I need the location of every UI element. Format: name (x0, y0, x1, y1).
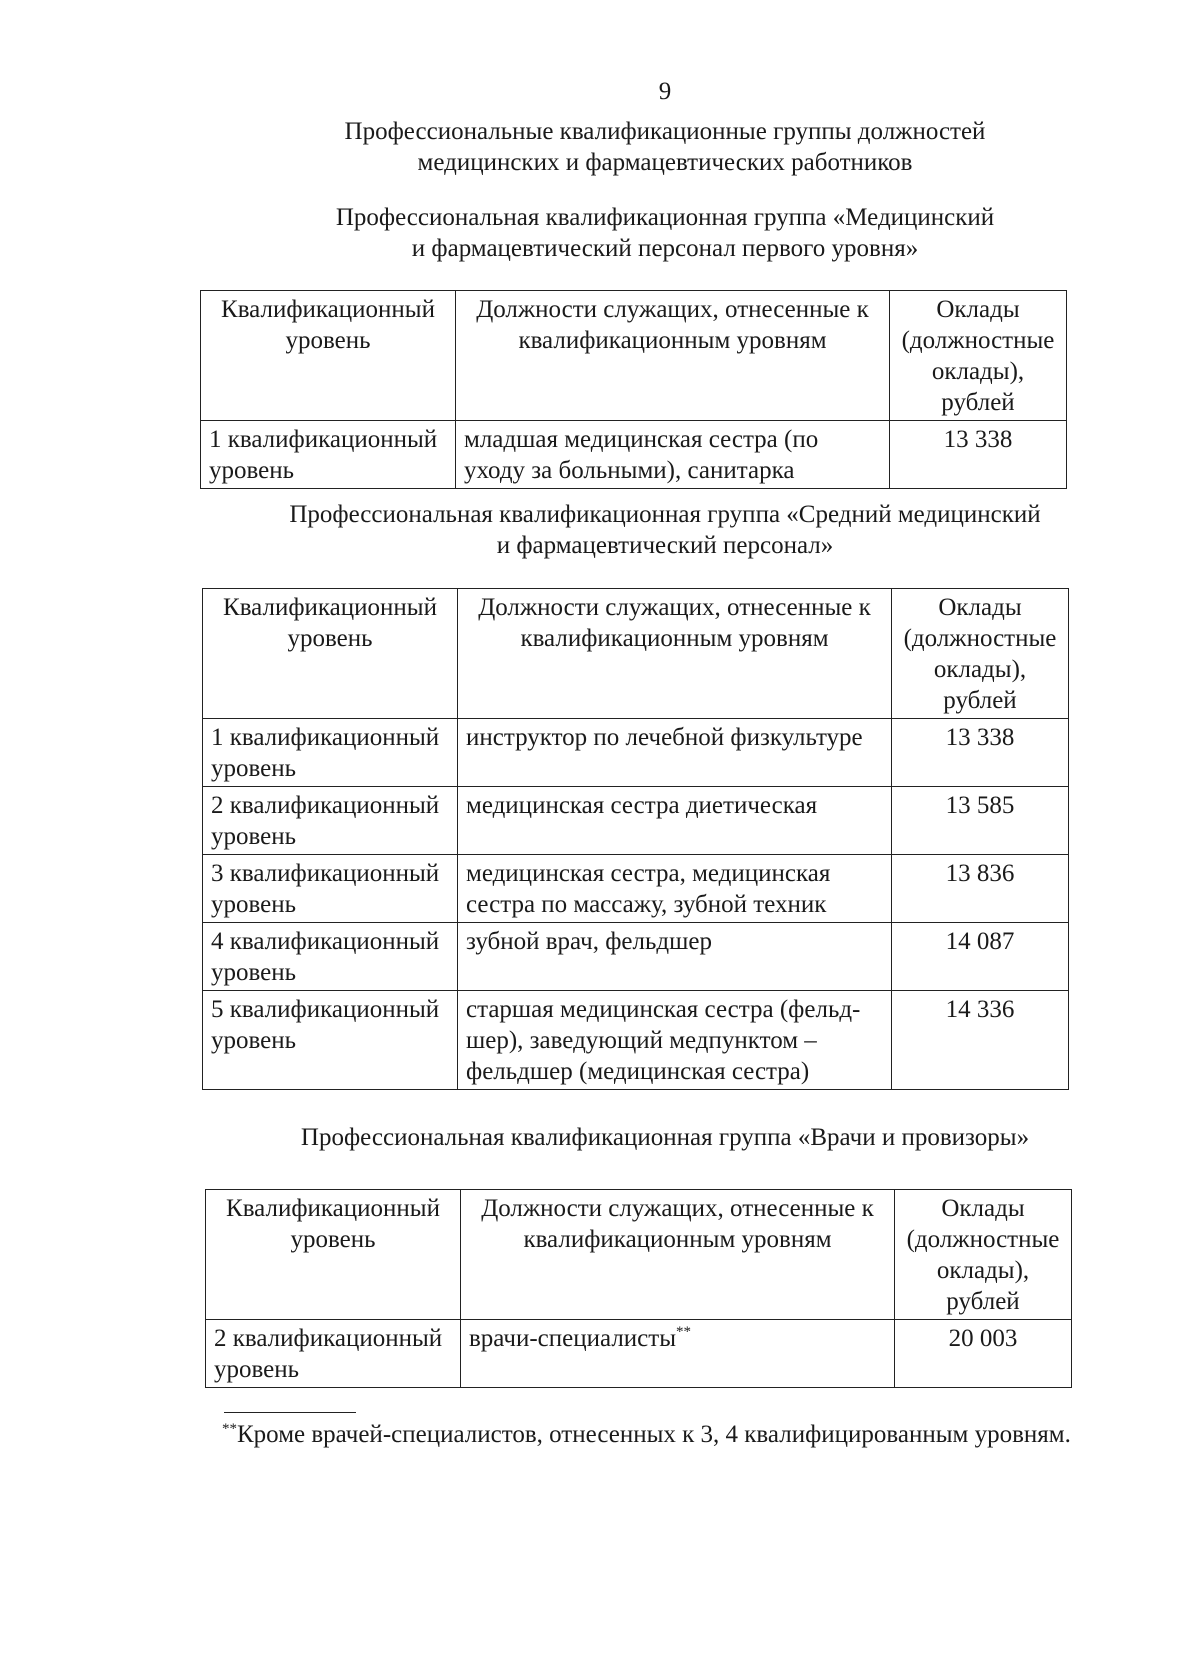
cell-salary: 13 836 (892, 855, 1069, 923)
group-title-line: и фармацевтический персонал» (496, 532, 834, 559)
group-title-line: Профессиональная квалификационная группа «Медицинский (335, 204, 995, 231)
header-level: Квалификационный уровень (201, 291, 456, 421)
table-header-row (203, 589, 1069, 719)
page-number: 9 (658, 78, 672, 105)
cell-positions: младшая медицинская сестра (по уходу за больными), санитарка (456, 421, 890, 489)
header-level: Квалификационный уровень (203, 589, 458, 719)
footnote-reference: ** (676, 1324, 691, 1340)
group-title-1 (200, 202, 1130, 264)
cell-salary: 13 338 (892, 719, 1069, 787)
footnote-mark: ** (222, 1421, 237, 1437)
cell-positions: медицинская сестра, медицинская сестра по массажу, зубной техник (458, 855, 892, 923)
table-header-row (206, 1190, 1072, 1320)
group-title-line: и фармацевтический персонал первого уровня» (411, 235, 919, 262)
cell-salary: 14 087 (892, 923, 1069, 991)
cell-salary: 14 336 (892, 991, 1069, 1090)
cell-level: 1 квалификационный уровень (203, 719, 458, 787)
cell-positions (461, 1320, 895, 1388)
cell-level: 2 квалификационный уровень (203, 787, 458, 855)
cell-level: 2 квалификационный уровень (206, 1320, 461, 1388)
cell-level: 5 квалификационный уровень (203, 991, 458, 1090)
cell-positions: медицинская сестра диетическая (458, 787, 892, 855)
header-positions: Должности служащих, отнесенные к квалификационным уровням (461, 1190, 895, 1320)
cell-positions: старшая медицинская сестра (фельд-шер), заведующий медпунктом – фельдшер (медицинская сестра) (458, 991, 892, 1090)
header-salary: Оклады (должностные оклады), рублей (890, 291, 1067, 421)
table-header-row (201, 291, 1067, 421)
group-title-2 (200, 499, 1130, 561)
cell-salary: 20 003 (895, 1320, 1072, 1388)
cell-positions-text: врачи-специалисты (469, 1325, 676, 1352)
document-title-line: медицинских и фармацевтических работников (417, 149, 913, 176)
group-title-3 (200, 1122, 1130, 1153)
header-salary: Оклады (должностные оклады), рублей (895, 1190, 1072, 1320)
table-group-1 (200, 290, 1067, 489)
footnote-text: Кроме врачей-специалистов, отнесенных к 3, 4 квалифицированным уровням. (237, 1421, 1071, 1448)
header-positions: Должности служащих, отнесенные к квалификационным уровням (456, 291, 890, 421)
group-title-line: Профессиональная квалификационная группа «Врачи и провизоры» (300, 1124, 1030, 1151)
table-row (206, 1320, 1072, 1388)
document-title (200, 116, 1130, 178)
document-title-line: Профессиональные квалификационные группы должностей (344, 118, 986, 145)
table-group-3 (205, 1189, 1072, 1388)
table-row (203, 719, 1069, 787)
header-level: Квалификационный уровень (206, 1190, 461, 1320)
header-salary: Оклады (должностные оклады), рублей (892, 589, 1069, 719)
cell-level: 3 квалификационный уровень (203, 855, 458, 923)
table-row (203, 855, 1069, 923)
table-group-2 (202, 588, 1069, 1090)
footnote (222, 1418, 1117, 1455)
table-row (203, 787, 1069, 855)
header-positions: Должности служащих, отнесенные к квалификационным уровням (458, 589, 892, 719)
cell-salary: 13 338 (890, 421, 1067, 489)
cell-positions: зубной врач, фельдшер (458, 923, 892, 991)
cell-positions: инструктор по лечебной физкультуре (458, 719, 892, 787)
cell-salary: 13 585 (892, 787, 1069, 855)
cell-level: 1 квалификационный уровень (201, 421, 456, 489)
table-row (203, 991, 1069, 1090)
cell-level: 4 квалификационный уровень (203, 923, 458, 991)
table-row (203, 923, 1069, 991)
group-title-line: Профессиональная квалификационная группа «Средний медицинский (289, 501, 1041, 528)
table-row (201, 421, 1067, 489)
footnote-divider (224, 1412, 356, 1413)
